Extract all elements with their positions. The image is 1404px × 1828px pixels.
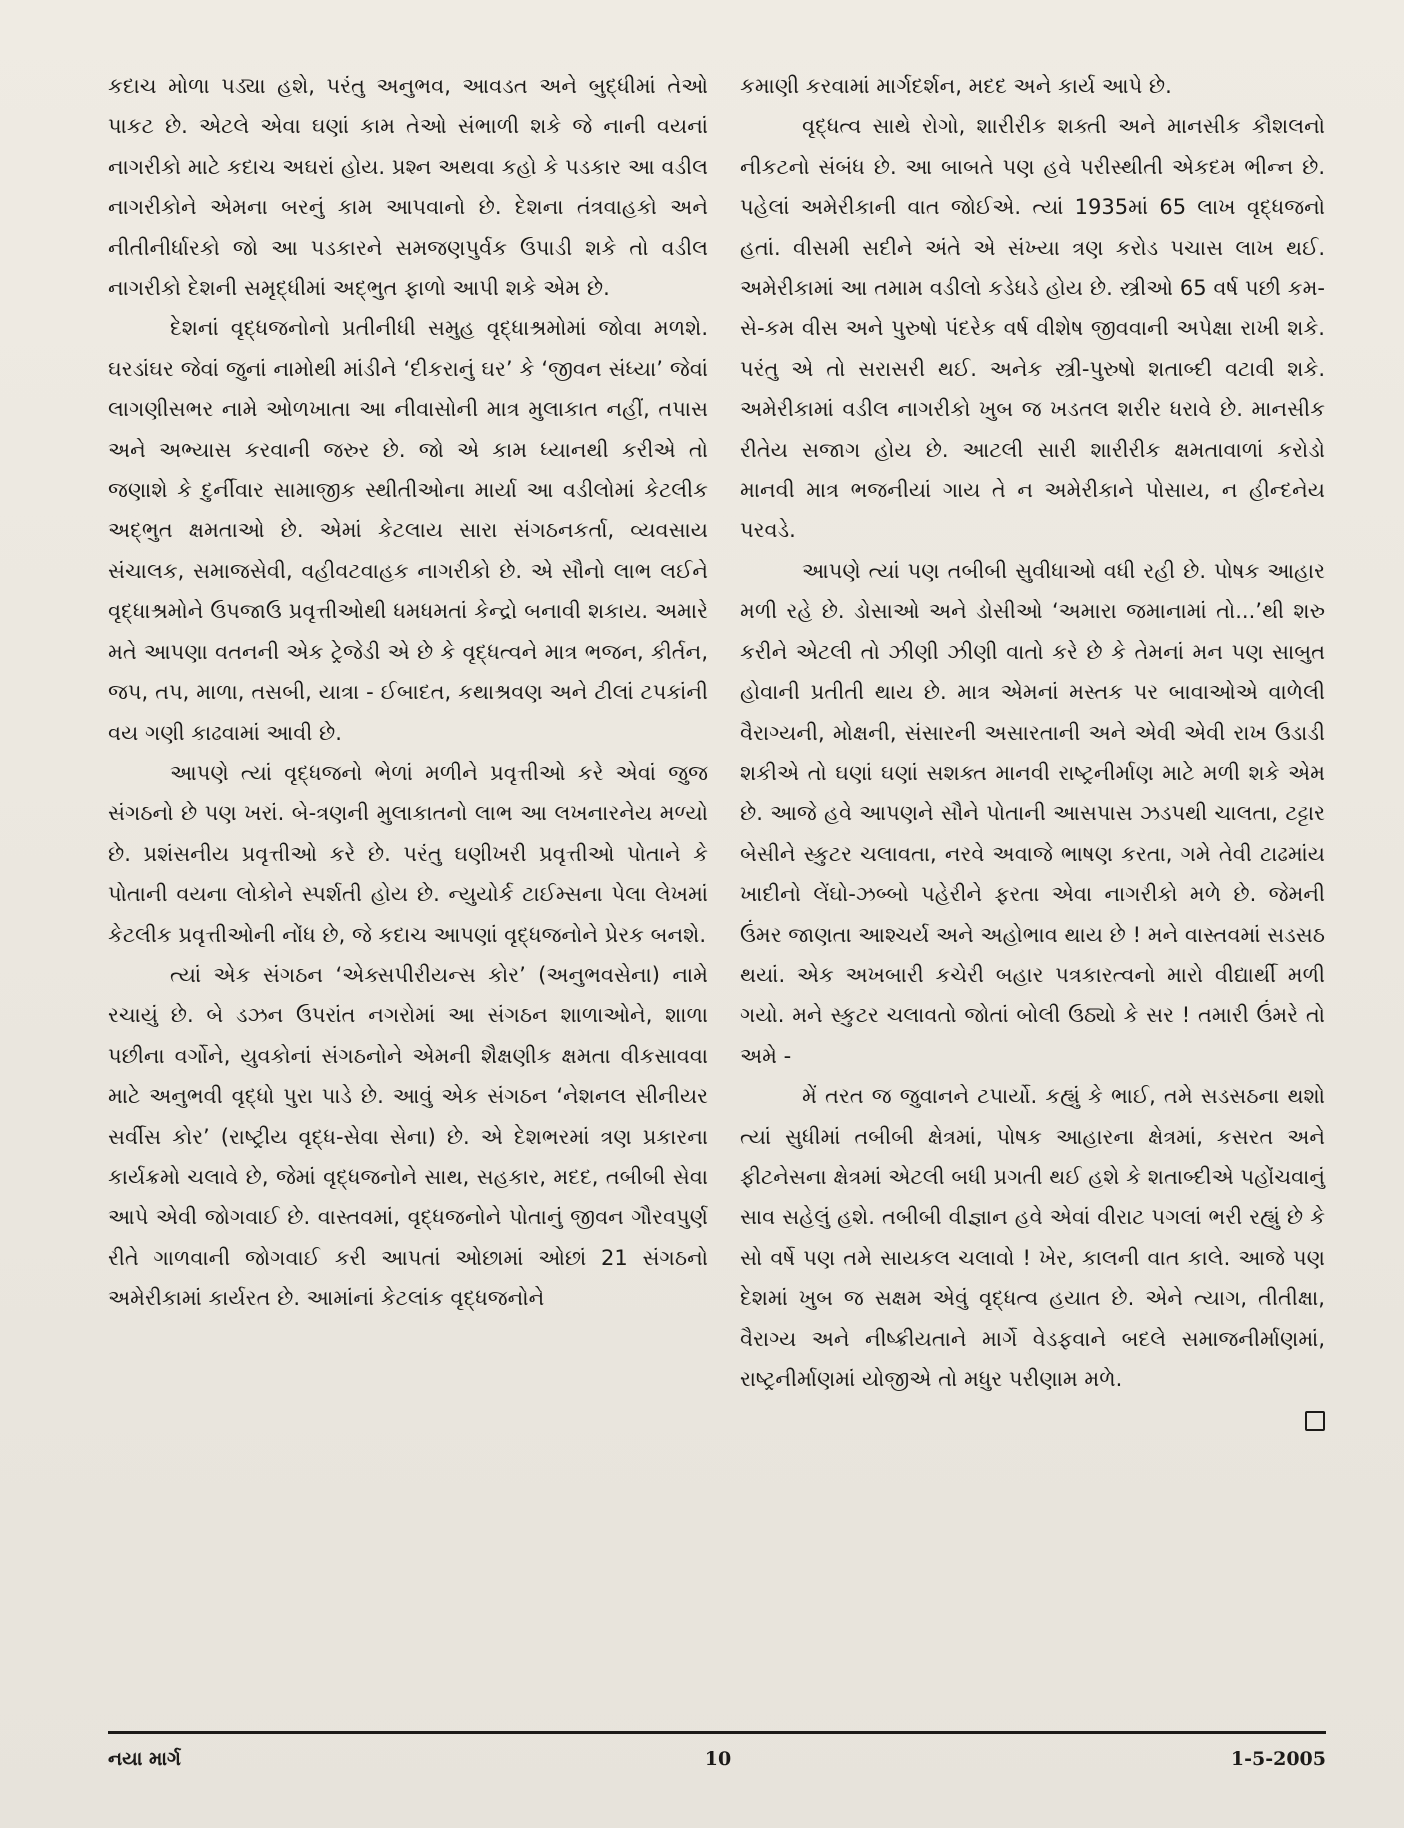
square-icon bbox=[1305, 1411, 1325, 1431]
footer-rule bbox=[108, 1731, 1326, 1734]
page-number: 10 bbox=[704, 1748, 732, 1770]
right-column bbox=[740, 66, 1325, 1431]
paragraph: ત્યાં એક સંગઠન ‘એક્સપીરીયન્સ કોર’ (અનુભવસેના) નામે રચાયું છે. બે ડઝન ઉપરાંત નગરોમાં આ સંગઠન શાળાઓને, શાળા પછીના વર્ગોને, યુવકોનાં સંગઠનોને એમની શૈક્ષણીક ક્ષમતા વીકસાવવા માટે અનુભવી વૃદ્ધો પુરા પાડે છે. આવું એક સંગઠન ‘નેશનલ સીનીયર સર્વીસ કોર’ (રાષ્ટ્રીય વૃદ્ધ-સેવા સેના) છે. એ દેશભરમાં ત્રણ પ્રકારના કાર્યક્રમો ચલાવે છે, જેમાં વૃદ્ધજનોને સાથ, સહકાર, મદદ, તબીબી સેવા આપે એવી જોગવાઈ છે. વાસ્તવમાં, વૃદ્ધજનોને પોતાનું જીવન ગૌરવપુર્ણ રીતે ગાળવાની જોગવાઈ કરી આપતાં ઓછામાં ઓછાં 21 સંગઠનો અમેરીકામાં કાર્યરત છે. આમાંનાં કેટલાંક વૃદ્ધજનોને bbox=[108, 962, 708, 1311]
paragraph: દેશનાં વૃદ્ધજનોનો પ્રતીનીધી સમુહ વૃદ્ધાશ્રમોમાં જોવા મળશે. ઘરડાંઘર જેવાં જુનાં નામોથી માંડીને ‘દીકરાનું ઘર’ કે ‘જીવન સંધ્યા’ જેવાં લાગણીસભર નામે ઓળખાતા આ નીવાસોની માત્ર મુલાકાત નહીં, તપાસ અને અભ્યાસ કરવાની જરુર છે. જો એ કામ ધ્યાનથી કરીએ તો જણાશે કે દુર્નીવાર સામાજીક સ્થીતીઓના માર્યા આ વડીલોમાં કેટલીક અદ્ભુત ક્ષમતાઓ છે. એમાં કેટલાય સારા સંગઠનકર્તા, વ્યવસાય સંચાલક, સમાજસેવી, વહીવટવાહક નાગરીકો છે. એ સૌનો લાભ લઈને વૃદ્ધાશ્રમોને ઉપજાઉ પ્રવૃત્તીઓથી ધમધમતાં કેન્દ્રો બનાવી શકાય. અમારે મતે આપણા વતનની એક ટ્રેજેડી એ છે કે વૃદ્ધત્વને માત્ર ભજન, કીર્તન, જપ, તપ, માળા, તસબી, યાત્રા - ઈબાદત, કથાશ્રવણ અને ટીલાં ટપકાંની વય ગણી કાઢવામાં આવી છે. bbox=[108, 316, 708, 745]
left-column bbox=[108, 66, 708, 1319]
paragraph: કમાણી કરવામાં માર્ગદર્શન, મદદ અને કાર્ય આપે છે. bbox=[740, 74, 1172, 98]
paragraph: વૃદ્ધત્વ સાથે રોગો, શારીરીક શક્તી અને માનસીક કૌશલનો નીકટનો સંબંધ છે. આ બાબતે પણ હવે પરીસ્થીતી એકદમ ભીન્ન છે. પહેલાં અમેરીકાની વાત જોઈએ. ત્યાં 1935માં 65 લાખ વૃદ્ધજનો હતાં. વીસમી સદીને અંતે એ સંખ્યા ત્રણ કરોડ પચાસ લાખ થઈ. અમેરીકામાં આ તમામ વડીલો કડેધડે હોય છે. સ્ત્રીઓ 65 વર્ષ પછી કમ-સે-કમ વીસ અને પુરુષો પંદરેક વર્ષ વીશેષ જીવવાની અપેક્ષા રાખી શકે. પરંતુ એ તો સરાસરી થઈ. અનેક સ્ત્રી-પુરુષો શતાબ્દી વટાવી શકે. અમેરીકામાં વડીલ નાગરીકો ખુબ જ ખડતલ શરીર ધરાવે છે. માનસીક રીતેય સજાગ હોય છે. આટલી સારી શારીરીક ક્ષમતાવાળાં કરોડો માનવી માત્ર ભજનીયાં ગાય તે ન અમેરીકાને પોસાય, ન હીન્દનેય પરવડે. bbox=[740, 114, 1325, 543]
paragraph: આપણે ત્યાં વૃદ્ધજનો ભેળાં મળીને પ્રવૃત્તીઓ કરે એવાં જુજ સંગઠનો છે પણ ખરાં. બે-ત્રણની મુલાકાતનો લાભ આ લખનારનેય મળ્યો છે. પ્રશંસનીય પ્રવૃત્તીઓ કરે છે. પરંતુ ઘણીખરી પ્રવૃત્તીઓ પોતાને કે પોતાની વયના લોકોને સ્પર્શતી હોય છે. ન્યુયોર્ક ટાઈમ્સના પેલા લેખમાં કેટલીક પ્રવૃત્તીઓની નોંધ છે, જે કદાચ આપણાં વૃદ્ધજનોને પ્રેરક બનશે. bbox=[108, 760, 708, 947]
publication-name: નયા માર્ગ bbox=[108, 1748, 181, 1770]
paragraph: કદાચ મોળા પડ્યા હશે, પરંતુ અનુભવ, આવડત અને બુદ્ધીમાં તેઓ પાકટ છે. એટલે એવા ઘણાં કામ તેઓ સંભાળી શકે જે નાની વયનાં નાગરીકો માટે કદાચ અઘરાં હોય. પ્રશ્ન અથવા કહો કે પડકાર આ વડીલ નાગરીકોને એમના બરનું કામ આપવાનો છે. દેશના તંત્રવાહકો અને નીતીનીર્ધારકો જો આ પડકારને સમજણપુર્વક ઉપાડી શકે તો વડીલ નાગરીકો દેશની સમૃદ્ધીમાં અદ્ભુત ફાળો આપી શકે એમ છે. bbox=[108, 74, 708, 301]
issue-date: 1-5-2005 bbox=[1230, 1748, 1326, 1770]
paragraph: આપણે ત્યાં પણ તબીબી સુવીધાઓ વધી રહી છે. પોષક આહાર મળી રહે છે. ડોસાઓ અને ડોસીઓ ‘અમારા જમાનામાં તો...’થી શરુ કરીને એટલી તો ઝીણી ઝીણી વાતો કરે છે કે તેમનાં મન પણ સાબુત હોવાની પ્રતીતી થાય છે. માત્ર એમનાં મસ્તક પર બાવાઓએ વાળેલી વૈરાગ્યની, મોક્ષની, સંસારની અસારતાની અને એવી એવી રાખ ઉડાડી શકીએ તો ઘણાં ઘણાં સશક્ત માનવી રાષ્ટ્રનીર્માણ માટે મળી શકે એમ છે. આજે હવે આપણને સૌને પોતાની આસપાસ ઝડપથી ચાલતા, ટટ્ટાર બેસીને સ્કુટર ચલાવતા, નરવે અવાજે ભાષણ કરતા, ગમે તેવી ટાઢમાંય ખાદીનો લેંઘો-ઝબ્બો પહેરીને ફરતા એવા નાગરીકો મળે છે. જેમની ઉંમર જાણતા આશ્ચર્ય અને અહોભાવ થાય છે ! મને વાસ્તવમાં સડસઠ થયાં. એક અખબારી કચેરી બહાર પત્રકારત્વનો મારો વીદ્યાર્થી મળી ગયો. મને સ્કુટર ચલાવતો જોતાં બોલી ઉઠ્યો કે સર ! તમારી ઉંમરે તો અમે - bbox=[740, 558, 1325, 1068]
paragraph: મેં તરત જ જુવાનને ટપાર્યો. કહ્યું કે ભાઈ, તમે સડસઠના થશો ત્યાં સુધીમાં તબીબી ક્ષેત્રમાં, પોષક આહારના ક્ષેત્રમાં, કસરત અને ફીટનેસના ક્ષેત્રમાં એટલી બધી પ્રગતી થઈ હશે કે શતાબ્દીએ પહોંચવાનું સાવ સહેલું હશે. તબીબી વીજ્ઞાન હવે એવાં વીરાટ પગલાં ભરી રહ્યું છે કે સો વર્ષે પણ તમે સાયકલ ચલાવો ! ખેર, કાલની વાત કાલે. આજે પણ દેશમાં ખુબ જ સક્ષમ એવું વૃદ્ધત્વ હયાત છે. એને ત્યાગ, તીતીક્ષા, વૈરાગ્ય અને નીષ્ક્રીયતાને માર્ગે વેડફવાને બદલે સમાજનીર્માણમાં, રાષ્ટ્રનીર્માણમાં યોજીએ તો મધુર પરીણામ મળે. bbox=[740, 1084, 1325, 1391]
page-footer bbox=[108, 1748, 1326, 1778]
